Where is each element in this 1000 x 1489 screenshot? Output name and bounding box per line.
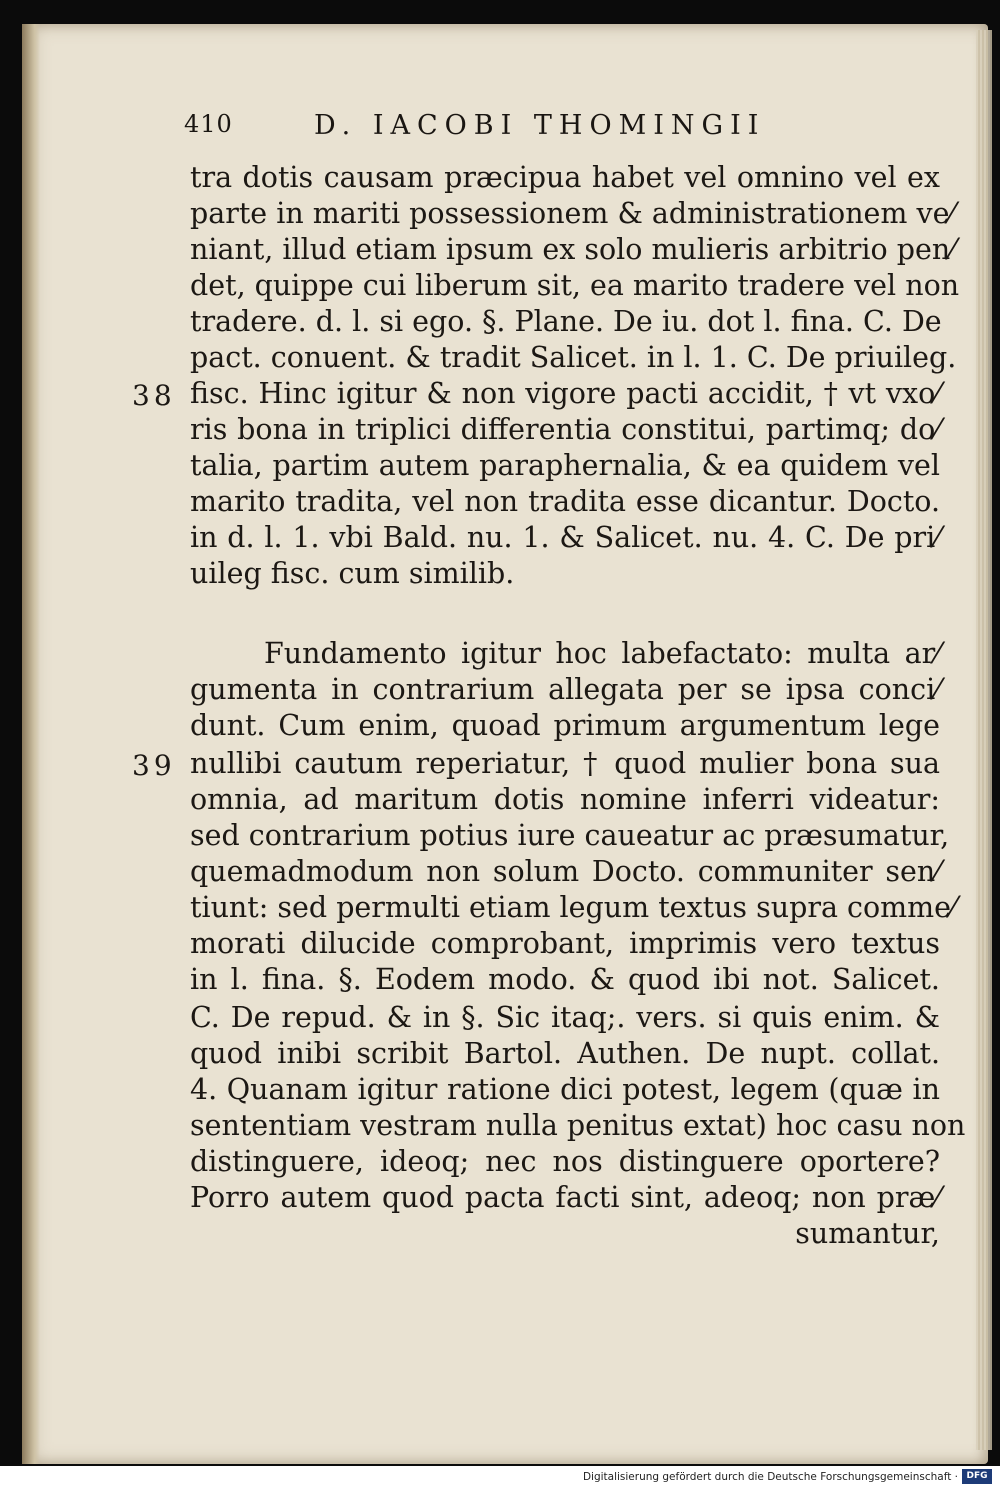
text-line: pact. conuent. & tradit Salicet. in l. 1. C. De priuileg. <box>190 341 957 374</box>
text-line: uileg fisc. cum similib. <box>190 557 515 590</box>
page-edge-right <box>976 30 992 1450</box>
text-line: tra dotis causam præcipua habet vel omnino vel ex <box>190 161 940 194</box>
text-line: quemadmodum non solum Docto. communiter sen⁄ <box>190 855 940 888</box>
text-line: ris bona in triplici differentia constitui, partimq; do⁄ <box>190 413 940 446</box>
text-line: C. De repud. & in §. Sic itaq;. vers. si quis enim. & <box>190 1001 940 1034</box>
text-line: parte in mariti possessionem & administrationem ve⁄ <box>190 197 955 230</box>
running-title: D. IACOBI THOMINGII <box>314 110 766 141</box>
text-line: tradere. d. l. si ego. §. Plane. De iu. dot l. fina. C. De <box>190 305 942 338</box>
text-line: Porro autem quod pacta facti sint, adeoq; non præ⁄ <box>190 1181 940 1214</box>
funding-credit: Digitalisierung gefördert durch die Deutsche Forschungsgemeinschaft · <box>582 1471 958 1483</box>
text-line: sed contrarium potius iure caueatur ac præsumatur, <box>190 819 950 852</box>
text-line: det, quippe cui liberum sit, ea marito tradere vel non <box>190 269 960 302</box>
text-line: quod inibi scribit Bartol. Authen. De nupt. collat. <box>190 1037 940 1070</box>
text-line: morati dilucide comprobant, imprimis vero textus <box>190 927 940 960</box>
text-line: in l. fina. §. Eodem modo. & quod ibi not. Salicet. <box>190 963 940 996</box>
text-line: niant, illud etiam ipsum ex solo mulieris arbitrio pen⁄ <box>190 233 955 266</box>
dfg-logo-icon: DFG <box>962 1469 992 1484</box>
margin-number: 39 <box>132 749 176 782</box>
text-line: dunt. Cum enim, quoad primum argumentum lege <box>190 709 940 742</box>
text-line: Fundamento igitur hoc labefactato: multa ar⁄ <box>264 637 940 670</box>
text-line: gumenta in contrarium allegata per se ipsa conci⁄ <box>190 673 940 706</box>
page-gutter-shadow <box>22 24 40 1464</box>
margin-number: 38 <box>132 379 176 412</box>
text-line: fisc. Hinc igitur & non vigore pacti accidit, † vt vxo⁄ <box>190 377 940 410</box>
text-line: in d. l. 1. vbi Bald. nu. 1. & Salicet. nu. 4. C. De pri⁄ <box>190 521 940 554</box>
text-line: nullibi cautum reperiatur, † quod mulier bona sua <box>190 747 940 780</box>
text-line: distinguere, ideoq; nec nos distinguere oportere? <box>190 1145 940 1178</box>
text-line: omnia, ad maritum dotis nomine inferri videatur: <box>190 783 940 816</box>
text-line: marito tradita, vel non tradita esse dicantur. Docto. <box>190 485 940 518</box>
text-line: 4. Quanam igitur ratione dici potest, legem (quæ in <box>190 1073 940 1106</box>
text-line: tiunt: sed permulti etiam legum textus supra comme⁄ <box>190 891 956 924</box>
text-line: talia, partim autem paraphernalia, & ea quidem vel <box>190 449 940 482</box>
page-header <box>184 110 844 150</box>
text-line: sententiam vestram nulla penitus extat) hoc casu non <box>190 1109 966 1142</box>
catchword: sumantur, <box>795 1217 940 1250</box>
page-number: 410 <box>184 110 233 138</box>
